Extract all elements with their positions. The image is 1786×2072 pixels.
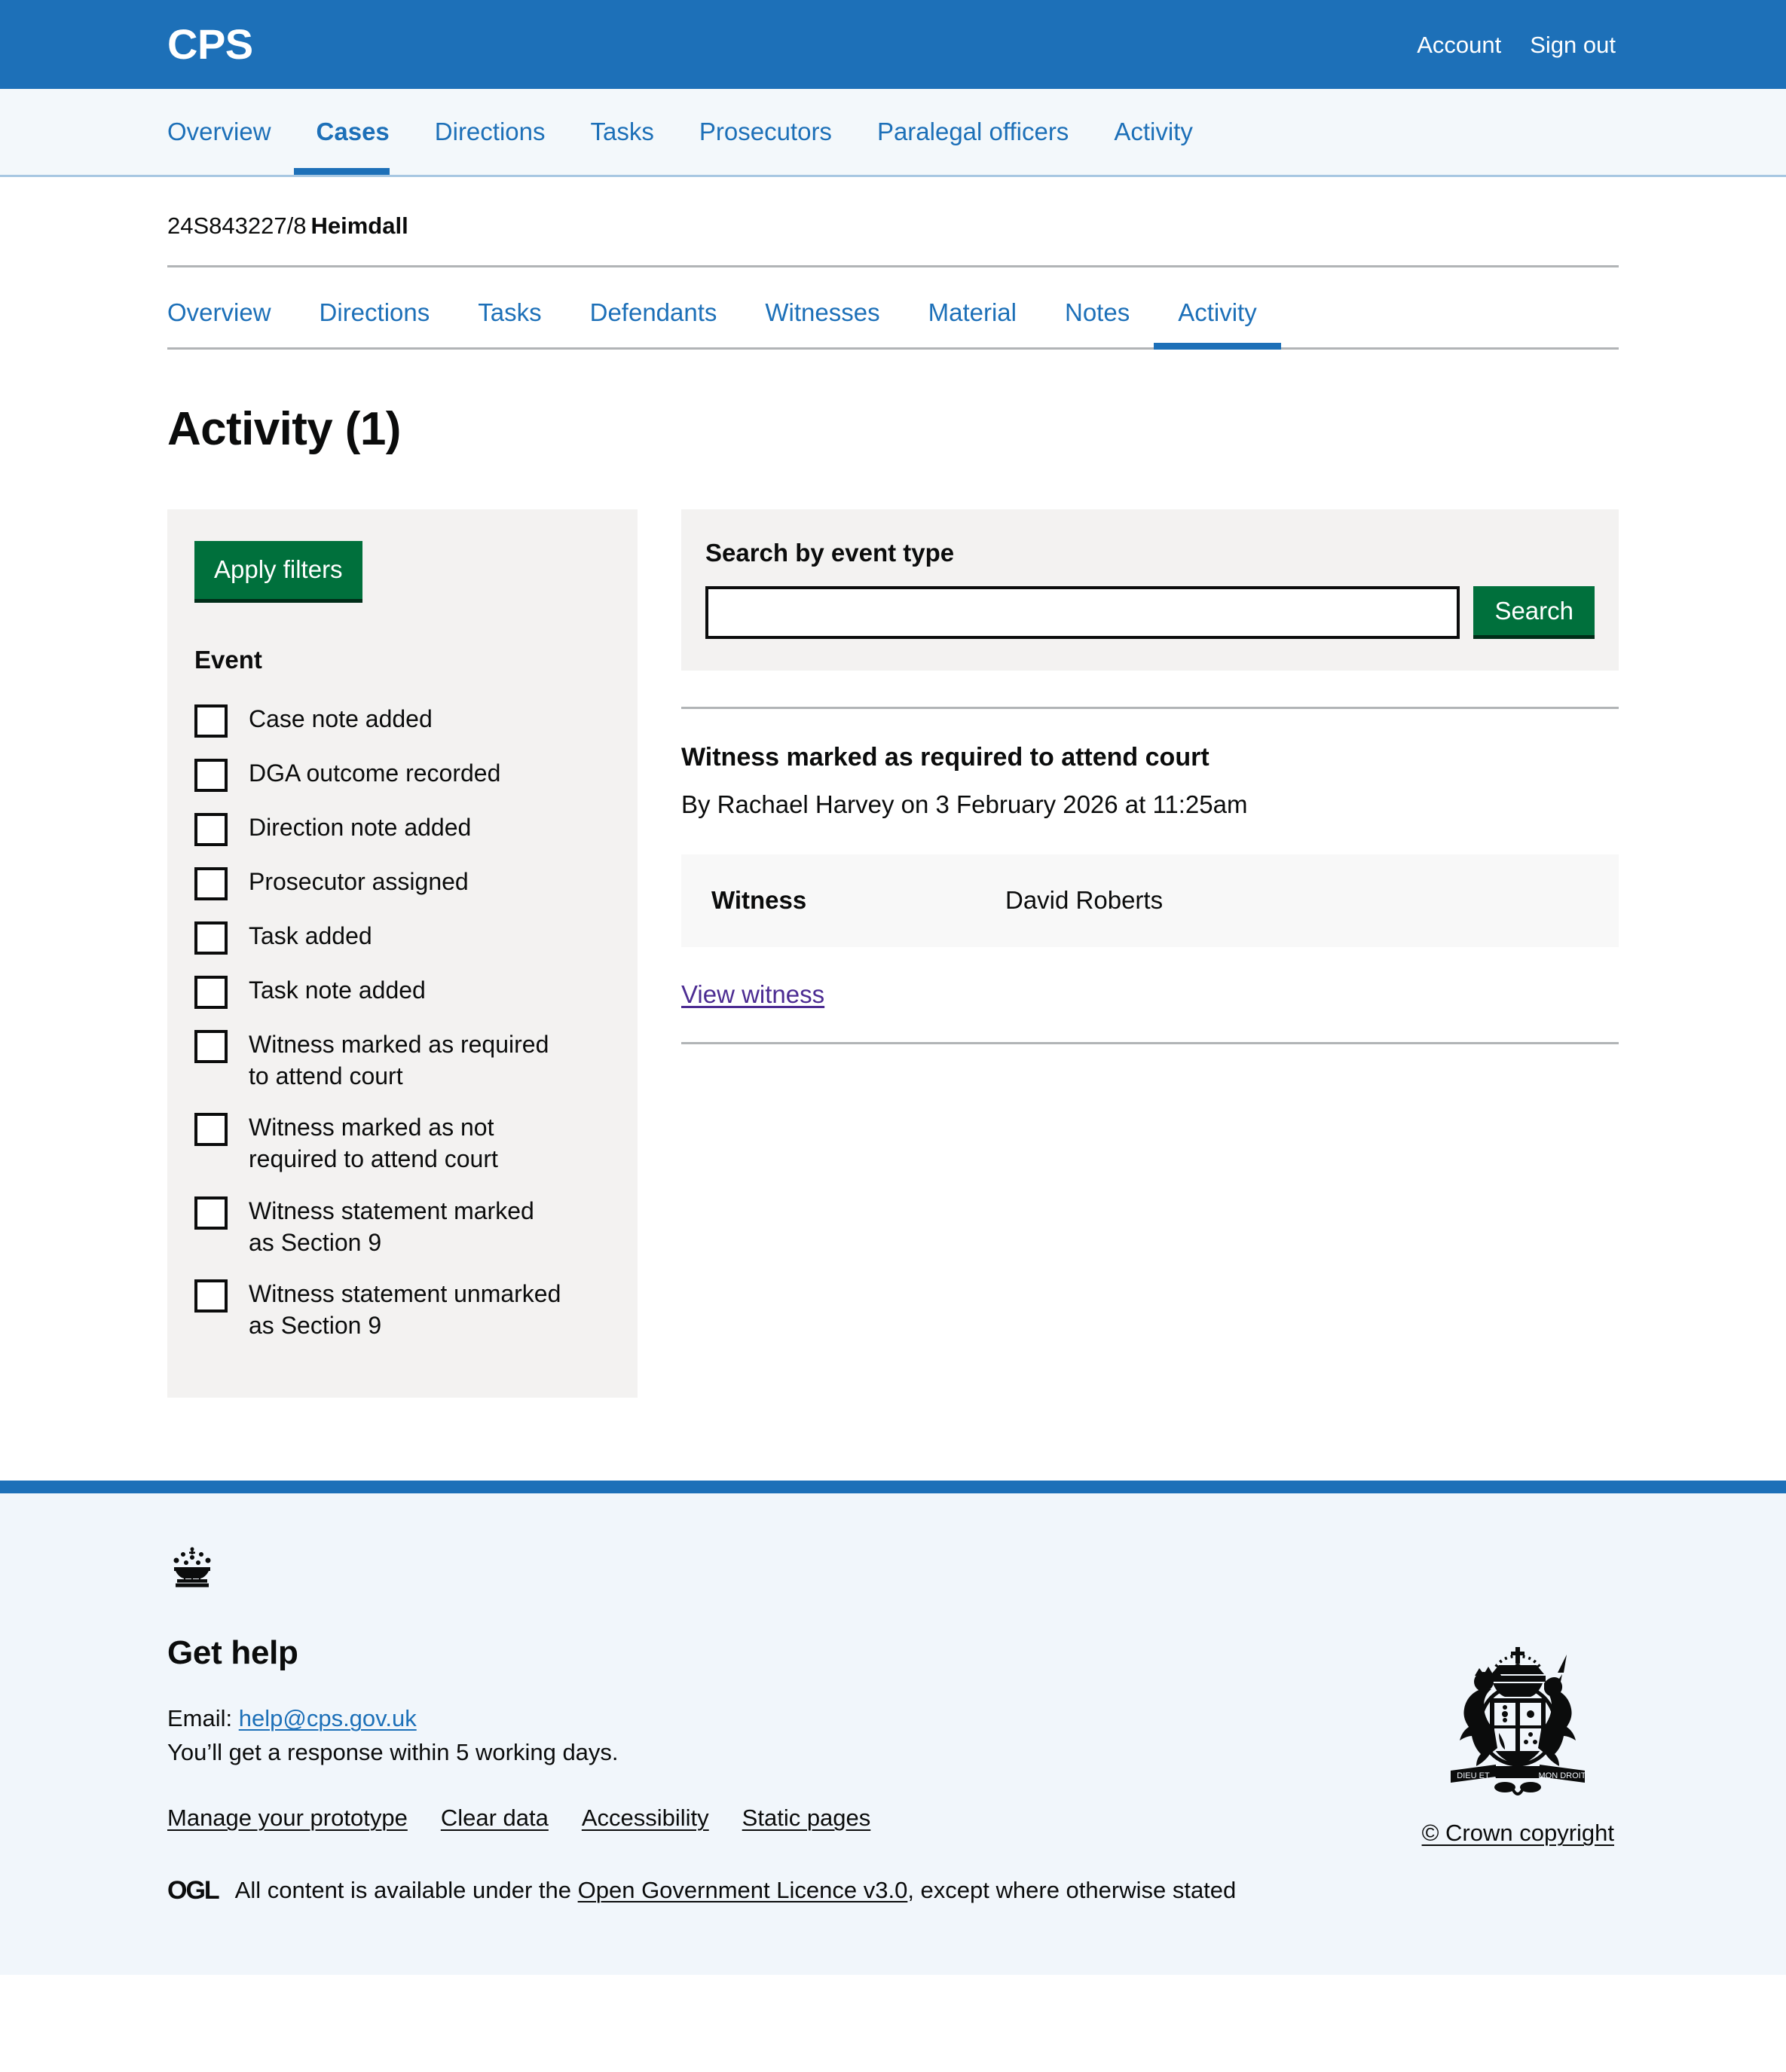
checkbox-box[interactable] [194, 1030, 228, 1063]
royal-coat-of-arms-icon [1424, 1644, 1612, 1806]
brand-logo[interactable]: CPS [167, 20, 253, 68]
ogl-icon: OGL [167, 1875, 219, 1905]
checkbox-item-witness-required-to-attend[interactable] [194, 1019, 610, 1102]
site-footer [0, 1481, 1786, 1974]
checkbox-item-statement-marked-section-9[interactable] [194, 1185, 610, 1268]
checkbox-box[interactable] [194, 813, 228, 846]
filter-legend-event: Event [194, 645, 262, 674]
activity-entry-divider [681, 1042, 1619, 1044]
subnav-item-directions[interactable]: Directions [319, 298, 430, 327]
checkbox-box[interactable] [194, 759, 228, 792]
results-column [681, 509, 1619, 1044]
checkbox-item-case-note-added[interactable] [194, 693, 610, 747]
ogl-text [235, 1874, 1237, 1906]
ogl-licence-row [167, 1874, 1236, 1906]
case-bar [167, 177, 1619, 267]
footer-response-text: You’ll get a response within 5 working days. [167, 1739, 619, 1766]
footer-left [167, 1546, 1236, 1906]
header-link-account[interactable]: Account [1417, 31, 1502, 58]
checkbox-box[interactable] [194, 704, 228, 738]
checkbox-label: DGA outcome recorded [249, 759, 501, 787]
open-government-licence-link[interactable]: Open Government Licence v3.0 [577, 1877, 908, 1904]
checkbox-item-task-note-added[interactable] [194, 964, 610, 1019]
footer-link-clear-data[interactable]: Clear data [440, 1805, 549, 1832]
search-panel [681, 509, 1619, 671]
checkbox-label: Witness marked as not required to attend court [249, 1114, 498, 1173]
case-reference: 24S843227/8 [167, 212, 307, 239]
subnav-item-activity[interactable]: Activity [1154, 287, 1281, 347]
page-title: Activity (1) [167, 402, 401, 455]
detail-key-witness: Witness [711, 886, 807, 915]
site-header [0, 0, 1786, 89]
checkbox-item-task-added[interactable] [194, 910, 610, 964]
svg-text:MON DROIT: MON DROIT [1538, 1771, 1586, 1781]
nav-item-activity[interactable]: Activity [1114, 118, 1193, 145]
subnav-item-material[interactable]: Material [928, 298, 1017, 327]
detail-value-witness: David Roberts [1005, 886, 1164, 915]
subnav-item-tasks[interactable]: Tasks [478, 298, 542, 327]
activity-entry-detail [681, 854, 1619, 947]
checkbox-label: Witness statement unmarked as Section 9 [249, 1279, 561, 1340]
event-checkbox-list [194, 693, 610, 1352]
footer-link-manage-your-prototype[interactable]: Manage your prototype [167, 1805, 408, 1832]
checkbox-item-witness-not-required-to-attend[interactable] [194, 1102, 610, 1184]
subnav-item-defendants[interactable]: Defendants [589, 298, 717, 327]
checkbox-box[interactable] [194, 1196, 228, 1230]
nav-item-paralegal-officers[interactable]: Paralegal officers [876, 118, 1069, 145]
view-witness-link[interactable]: View witness [681, 980, 825, 1009]
search-label: Search by event type [705, 538, 955, 567]
crown-copyright-link[interactable]: © Crown copyright [1421, 1820, 1614, 1847]
search-button[interactable]: Search [1473, 586, 1595, 639]
svg-text:DIEU ET: DIEU ET [1457, 1771, 1490, 1781]
checkbox-label: Direction note added [249, 813, 472, 841]
apply-filters-button[interactable]: Apply filters [194, 541, 362, 603]
case-name: Heimdall [310, 212, 408, 239]
checkbox-box[interactable] [194, 921, 228, 955]
nav-item-overview[interactable]: Overview [167, 118, 271, 145]
footer-right [1422, 1546, 1619, 1847]
checkbox-label: Case note added [249, 704, 433, 732]
filter-column [167, 509, 638, 1398]
footer-email-link[interactable]: help@cps.gov.uk [238, 1705, 417, 1732]
footer-links [167, 1805, 1236, 1832]
checkbox-box[interactable] [194, 1113, 228, 1146]
checkbox-item-dga-outcome-recorded[interactable] [194, 747, 610, 802]
nav-item-directions[interactable]: Directions [434, 118, 546, 145]
licence-suffix: , except where otherwise stated [907, 1877, 1237, 1904]
primary-navigation [0, 89, 1786, 177]
checkbox-box[interactable] [194, 976, 228, 1009]
subnav-item-overview[interactable]: Overview [167, 298, 271, 327]
crown-icon [167, 1546, 217, 1590]
case-sub-navigation [167, 267, 1619, 350]
activity-entry-title: Witness marked as required to attend court [681, 742, 1210, 772]
checkbox-label: Witness statement marked as Section 9 [249, 1196, 534, 1256]
nav-item-cases[interactable]: Cases [294, 89, 412, 175]
licence-prefix: All content is available under the [234, 1877, 578, 1904]
nav-item-prosecutors[interactable]: Prosecutors [699, 118, 832, 145]
main-content [167, 177, 1619, 1481]
header-account-links [1417, 33, 1619, 57]
checkbox-item-direction-note-added[interactable] [194, 802, 610, 856]
checkbox-item-statement-unmarked-section-9[interactable] [194, 1268, 610, 1351]
checkbox-label: Witness marked as required to attend court [249, 1030, 549, 1089]
search-row [705, 586, 1595, 639]
subnav-item-witnesses[interactable]: Witnesses [765, 298, 880, 327]
checkbox-box[interactable] [194, 867, 228, 900]
activity-layout [167, 509, 1619, 1481]
activity-entry-meta: By Rachael Harvey on 3 February 2026 at 11:25am [681, 790, 1248, 819]
checkbox-item-prosecutor-assigned[interactable] [194, 856, 610, 910]
search-input[interactable] [705, 586, 1460, 639]
checkbox-label: Task note added [249, 976, 426, 1004]
footer-link-static-pages[interactable]: Static pages [742, 1805, 871, 1832]
footer-email-prefix: Email: [167, 1705, 239, 1732]
nav-item-tasks[interactable]: Tasks [590, 118, 654, 145]
checkbox-label: Prosecutor assigned [249, 867, 469, 895]
activity-entry [681, 709, 1619, 1045]
subnav-item-notes[interactable]: Notes [1065, 298, 1130, 327]
checkbox-box[interactable] [194, 1279, 228, 1313]
filter-panel [167, 509, 638, 1398]
footer-link-accessibility[interactable]: Accessibility [581, 1805, 709, 1832]
footer-heading-get-help: Get help [167, 1634, 298, 1672]
header-link-sign-out[interactable]: Sign out [1530, 31, 1616, 58]
footer-contact [167, 1702, 1236, 1770]
checkbox-label: Task added [249, 921, 372, 949]
